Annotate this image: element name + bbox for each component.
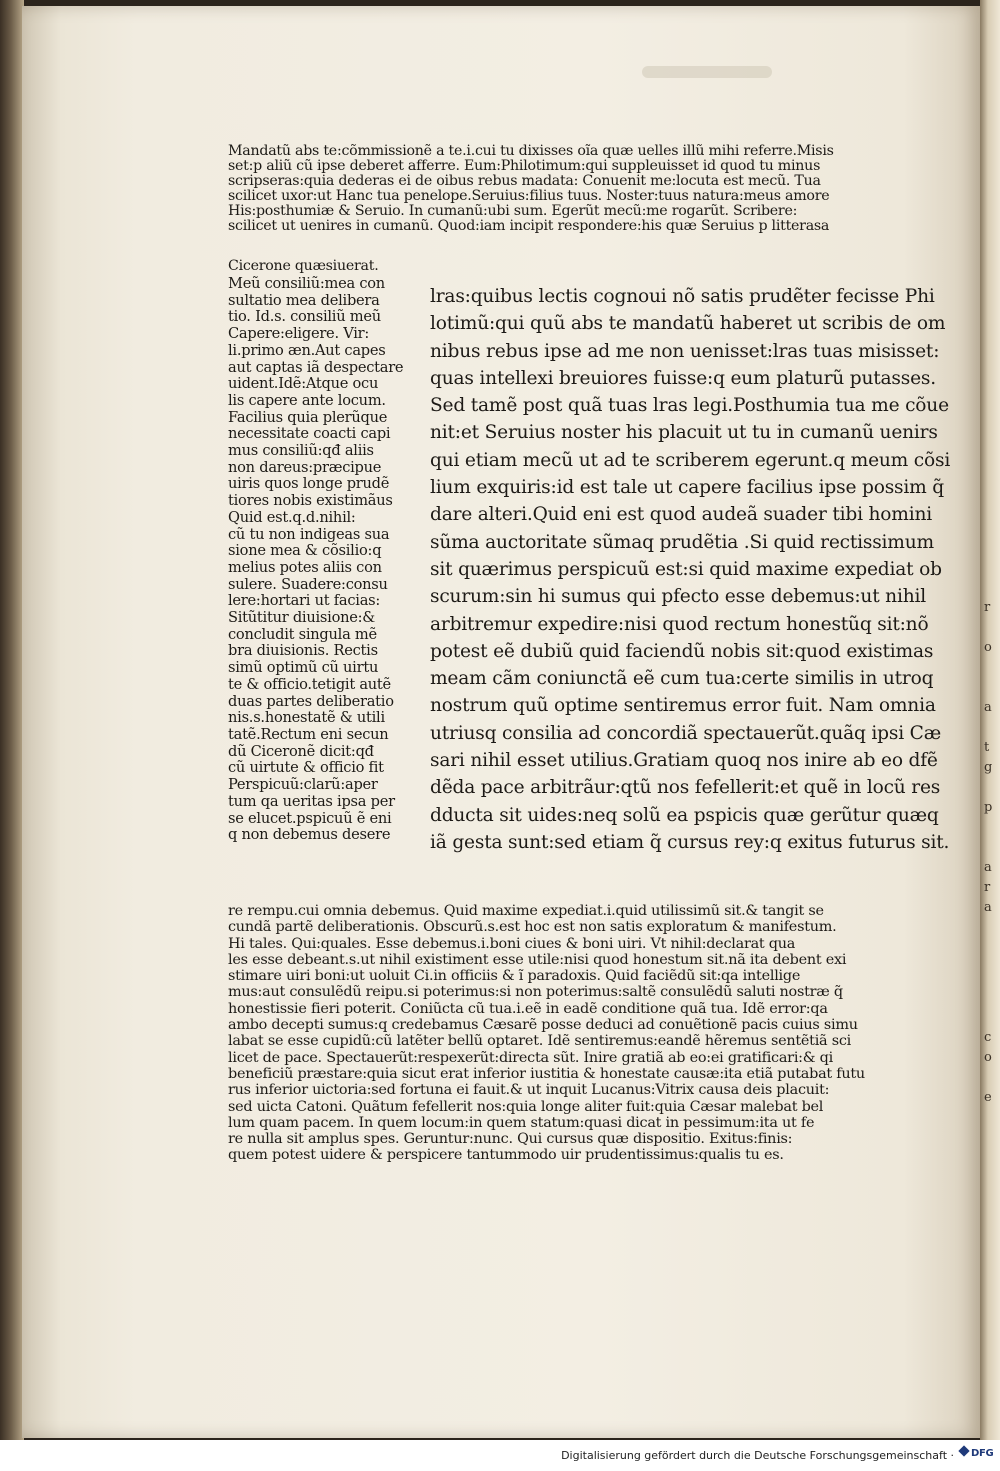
bottom-commentary xyxy=(228,903,928,1164)
top-commentary xyxy=(228,144,918,233)
margin-gloss-line: bra diuisionis. Rectis xyxy=(228,642,378,660)
margin-gloss-line: Sitũtitur diuisione:& xyxy=(228,609,376,627)
commentary-line: scilicet uxor:ut Hanc tua penelope.Seruius:filius tuus. Noster:tuus natura:meus amore xyxy=(228,187,830,204)
commentary-line: quem potest uidere & perspicere tantummodo uir prudentissimus:qualis tu es. xyxy=(228,1147,784,1164)
facing-page-letter: a xyxy=(984,860,992,875)
main-text-line: dducta sit uides:neq solũ ea pspicis quæ gerũtur quæq xyxy=(430,804,939,826)
commentary-line: les esse debeant.s.ut nihil existiment esse utile:nisi quod honestum sit.nã ita debent exi xyxy=(228,951,847,968)
margin-gloss-line: Facilius quia plerũque xyxy=(228,408,388,426)
commentary-line: Hi tales. Qui:quales. Esse debemus.i.boni ciues & boni uiri. Vt nihil:declarat qua xyxy=(228,935,796,952)
main-text-line: Sed tamẽ post quã tuas lras legi.Posthumia tua me cõue xyxy=(430,395,949,417)
main-text-line: dare alteri.Quid eni est quod audeã suader tibi homini xyxy=(430,504,932,526)
margin-gloss-line: tiores nobis existimãus xyxy=(228,492,393,510)
main-text-line: utriusq consilia ad concordiã spectauerũt.quãq ipsi Cæ xyxy=(430,722,941,744)
main-text-line: iã gesta sunt:sed etiam q̃ cursus rey:q exitus futurus sit. xyxy=(430,831,950,853)
commentary-line: licet de pace. Spectauerũt:respexerũt:directa sũt. Inire gratiã ab eo:ei gratificari:& qi xyxy=(228,1049,833,1066)
commentary-line: set:p aliũ cũ ipse deberet afferre. Eum:Philotimum:qui suppleuisset id quod tu minus xyxy=(228,157,821,174)
margin-gloss-line: tatẽ.Rectum eni secun xyxy=(228,725,389,743)
margin-gloss-line: dũ Ciceronẽ dicit:qđ xyxy=(228,742,374,760)
facing-page-letter: t xyxy=(984,740,990,755)
margin-gloss-line: nis.s.honestatẽ & utili xyxy=(228,709,385,727)
commentary-line: His:posthumiæ & Seruio. In cumanũ:ubi sum. Egerũt mecũ:me rogarũt. Scribere: xyxy=(228,202,798,219)
margin-gloss-line: sione mea & cõsilio:q xyxy=(228,542,382,560)
facing-page-letter: p xyxy=(984,800,993,815)
margin-gloss xyxy=(228,276,418,844)
facing-page-letter: c xyxy=(984,1030,992,1045)
margin-gloss-line: tio. Id.s. consiliũ meũ xyxy=(228,308,381,326)
dfg-logo-icon xyxy=(960,1447,994,1463)
margin-gloss-line: q non debemus desere xyxy=(228,826,391,844)
main-text-line: sari nihil esset utilius.Gratiam quoq nos inire ab eo dfẽ xyxy=(430,750,938,772)
commentary-line: honestissie fieri poterit. Coniũcta cũ tua.i.eẽ in eadẽ conditione quã tua. Idẽ error:qa xyxy=(228,1000,828,1017)
margin-gloss-line: Capere:eligere. Vir: xyxy=(228,325,370,343)
commentary-line: labat se esse cupidũ:cũ latẽter bellũ optaret. Idẽ sentiremus:eandẽ hẽremus sentẽtiã sci xyxy=(228,1033,851,1050)
gloss-heading-line: Cicerone quæsiuerat. xyxy=(228,258,379,274)
facing-page-letter: o xyxy=(984,1050,992,1065)
commentary-line: rus inferior uictoria:sed fortuna ei fauit.& ut inquit Lucanus:Vitrix causa deis placuit: xyxy=(228,1082,830,1099)
main-text-line: sit quærimus perspicuũ est:si quid maxime expediat ob xyxy=(430,558,942,580)
commentary-line: scilicet ut uenires in cumanũ. Quod:iam incipit respondere:his quæ Seruius p litterasa xyxy=(228,217,830,234)
margin-gloss-line: lis capere ante locum. xyxy=(228,391,386,409)
commentary-line: re rempu.cui omnia debemus. Quid maxime expediat.i.quid utilissimũ sit.& tangit se xyxy=(228,903,824,919)
paper-stain xyxy=(642,66,772,78)
margin-gloss-line: uident.Idẽ:Atque ocu xyxy=(228,375,379,393)
gloss-heading xyxy=(228,259,418,274)
facing-page-letter: o xyxy=(984,640,992,655)
margin-gloss-line: Quid est.q.d.nihil: xyxy=(228,508,356,526)
facing-page-letter: r xyxy=(984,880,991,895)
main-text-line: lras:quibus lectis cognoui nõ satis prudẽter fecisse Phi xyxy=(430,286,935,307)
margin-gloss-line: sultatio mea delibera xyxy=(228,291,380,309)
main-text-line: nibus rebus ipse ad me non uenisset:lras tuas misisset: xyxy=(430,340,940,362)
margin-gloss-line: Meũ consiliũ:mea con xyxy=(228,275,385,292)
margin-gloss-line: non dareus:præcipue xyxy=(228,458,382,476)
facing-page-letter: a xyxy=(984,700,992,715)
book-gutter xyxy=(0,0,24,1440)
main-text-line: potest eẽ dubiũ quid faciendũ nobis sit:quod existimas xyxy=(430,640,934,662)
main-text-line: arbitremur expedire:nisi quod rectum honestũq sit:nõ xyxy=(430,613,929,635)
commentary-line: beneficiũ præstare:quia sicut erat inferior iustitia & honestate causæ:ita etiã putabat futu xyxy=(228,1065,865,1082)
dfg-logo-text: DFG xyxy=(971,1448,994,1459)
margin-gloss-line: necessitate coacti capi xyxy=(228,425,391,443)
main-text-line: lotimũ:qui quũ abs te mandatũ haberet ut scribis de om xyxy=(430,313,946,335)
facing-page-letter: a xyxy=(984,900,992,915)
commentary-line: sed uicta Catoni. Quãtum fefellerit nos:quia longe aliter fuit:quia Cæsar malebat bel xyxy=(228,1098,824,1115)
margin-gloss-line: te & officio.tetigit autẽ xyxy=(228,675,391,693)
margin-gloss-line: Perspicuũ:clarũ:aper xyxy=(228,776,378,794)
main-text-line: nit:et Seruius noster his placuit ut tu in cumanũ uenirs xyxy=(430,422,938,444)
commentary-line: scripseras:quia dederas ei de oibus rebus madata: Conuenit me:locuta est mecũ. Tua xyxy=(228,172,821,189)
main-text-line: nostrum quũ optime sentiremus error fuit. Nam omnia xyxy=(430,695,936,717)
margin-gloss-line: mus consiliũ:qđ aliis xyxy=(228,442,374,460)
commentary-line: lum quam pacem. In quem locum:in quem statum:quasi dicat in pessimum:ita ut fe xyxy=(228,1114,815,1131)
next-page-edge xyxy=(980,0,1000,1440)
main-text xyxy=(430,283,951,856)
commentary-line: Mandatũ abs te:cõmmissionẽ a te.i.cui tu dixisses oĩa quæ uelles illũ mihi referre.Misis xyxy=(228,143,834,159)
commentary-line: mus:aut consulẽdũ reipu.si poterimus:si non poterimus:saltẽ consulẽdũ saluti nostræ q̃ xyxy=(228,984,843,1001)
main-text-line: meam cãm coniunctã eẽ cum tua:certe similis in utroq xyxy=(430,668,934,690)
facing-page-letter: e xyxy=(984,1090,992,1105)
main-text-line: scurum:sin hi sumus qui pfecto esse debemus:ut nihil xyxy=(430,586,926,608)
margin-gloss-line: tum qa ueritas ipsa per xyxy=(228,792,395,810)
margin-gloss-line: sulere. Suadere:consu xyxy=(228,575,388,593)
main-text-line: dẽda pace arbitrãur:qtũ nos fefellerit:et quẽ in locũ res xyxy=(430,777,941,799)
margin-gloss-line: cũ uirtute & officio fit xyxy=(228,759,384,777)
commentary-line: cundã partẽ deliberationis. Obscurũ.s.est hoc est non satis exploratum & manifestum. xyxy=(228,919,837,936)
facing-page-letter: r xyxy=(984,600,991,615)
margin-gloss-line: lere:hortari ut facias: xyxy=(228,592,381,610)
main-text-line: qui etiam mecũ ut ad te scriberem egerunt.q meum cõsi xyxy=(430,449,951,471)
margin-gloss-line: concludit singula mẽ xyxy=(228,625,377,643)
main-text-line: lium exquiris:id est tale ut capere facilius ipse possim q̃ xyxy=(430,477,944,499)
main-text-line: quas intellexi breuiores fuisse:q eum platurũ putasses. xyxy=(430,367,936,389)
commentary-line: re nulla sit amplus spes. Geruntur:nunc. Qui cursus quæ dispositio. Exitus:finis: xyxy=(228,1131,793,1148)
margin-gloss-line: cũ tu non indigeas sua xyxy=(228,525,390,543)
commentary-line: ambo decepti sumus:q credebamus Cæsarẽ posse deduci ad conuẽtionẽ pacis cuius simu xyxy=(228,1017,858,1034)
margin-gloss-line: uiris quos longe prudẽ xyxy=(228,475,390,493)
margin-gloss-line: simũ optimũ cũ uirtu xyxy=(228,659,379,677)
margin-gloss-line: se elucet.pspicuũ ẽ eni xyxy=(228,809,392,827)
main-text-line: sũma auctoritate sũmaq prudẽtia .Si quid rectissimum xyxy=(430,531,934,553)
margin-gloss-line: li.primo æn.Aut capes xyxy=(228,341,386,359)
footer-bar xyxy=(0,1440,1000,1471)
commentary-line: stimare uiri boni:ut uoluit Ci.in officiis & ĩ paradoxis. Quid faciẽdũ sit:qa intellige xyxy=(228,968,801,985)
margin-gloss-line: duas partes deliberatio xyxy=(228,692,394,710)
margin-gloss-line: aut captas iã despectare xyxy=(228,358,404,376)
facing-page-letter: g xyxy=(984,760,993,775)
footer-credit: Digitalisierung gefördert durch die Deutsche Forschungsgemeinschaft · xyxy=(561,1449,954,1462)
margin-gloss-line: melius potes aliis con xyxy=(228,558,382,576)
